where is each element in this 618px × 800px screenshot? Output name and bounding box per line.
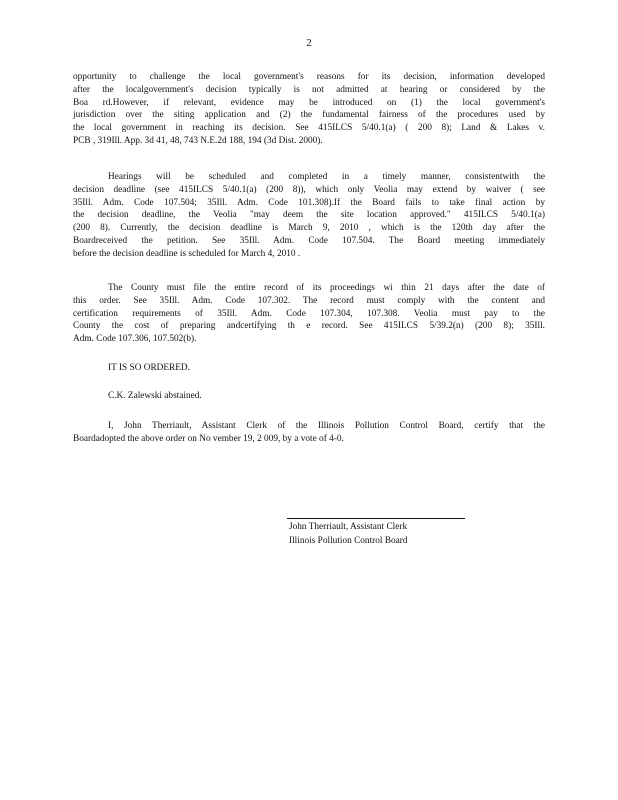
paragraph-hearings [73,171,545,261]
text-line: Boardreceived the petition. See 35Ill. Adm. Code 107.504. The Board meeting immediately [73,235,545,246]
text-line: decision deadline (see 415ILCS 5/40.1(a) (200 8)), which only Veolia may extend by waiver ( see [73,184,545,195]
text-line: The County must file the entire record of its proceedings wi thin 21 days after the date of [108,283,545,293]
certification-paragraph [73,420,545,446]
paragraph-opportunity [73,71,545,148]
text-line: PCB , 319Ill. App. 3d 41, 48, 743 N.E.2d 188, 194 (3d Dist. 2000). [73,135,323,146]
text-line: Adm. Code 107.306, 107.502(b). [73,334,197,345]
paragraph-record [73,282,545,346]
so-ordered: IT IS SO ORDERED. [108,363,190,373]
text-line: Boardadopted the above order on No vember 19, 2 009, by a vote of 4-0. [73,433,344,444]
text-line: before the decision deadline is scheduled for March 4, 2010 . [73,248,301,259]
signature-name: John Therriault, Assistant Clerk [289,522,408,532]
text-line: jurisdiction over the siting application and (2) the fundamental fairness of the procedures used by [73,110,545,121]
text-line: the local government in reaching its decision. See 415ILCS 5/40.1(a) ( 200 8); Land & Lakes v. [73,123,545,134]
text-line: (200 8). Currently, the decision deadline is March 9, 2010 , which is the 120th day after the [73,223,545,234]
abstained-note: C.K. Zalewski abstained. [108,391,202,401]
text-line: Boa rd.However, if relevant, evidence may be introduced on (1) the local government's [73,97,545,108]
text-line: County the cost of preparing andcertifying th e record. See 415ILCS 5/39.2(n) (200 8); 35Ill. [73,321,545,332]
page-number: 2 [306,37,312,49]
text-line: 35Ill. Adm. Code 107.504; 35Ill. Adm. Code 101.308).If the Board fails to take final action by [73,197,545,208]
text-line: I, John Therriault, Assistant Clerk of the Illinois Pollution Control Board, certify that the [108,421,545,431]
text-line: this order. See 35Ill. Adm. Code 107.302. The record must comply with the content and [73,295,545,306]
signature-organization: Illinois Pollution Control Board [289,536,408,546]
signature-rule [287,518,465,519]
text-line: after the localgovernment's decision typically is not admitted at hearing or considered by the [73,84,545,95]
text-line: the decision deadline, the Veolia "may deem the site location approved." 415ILCS 5/40.1(a) [73,210,545,221]
text-line: Hearings will be scheduled and completed in a timely manner, consistentwith the [108,172,545,182]
text-line: opportunity to challenge the local government's reasons for its decision, information developed [73,72,545,82]
text-line: certification requirements of 35Ill. Adm. Code 107.304, 107.308. Veolia must pay to the [73,308,545,319]
